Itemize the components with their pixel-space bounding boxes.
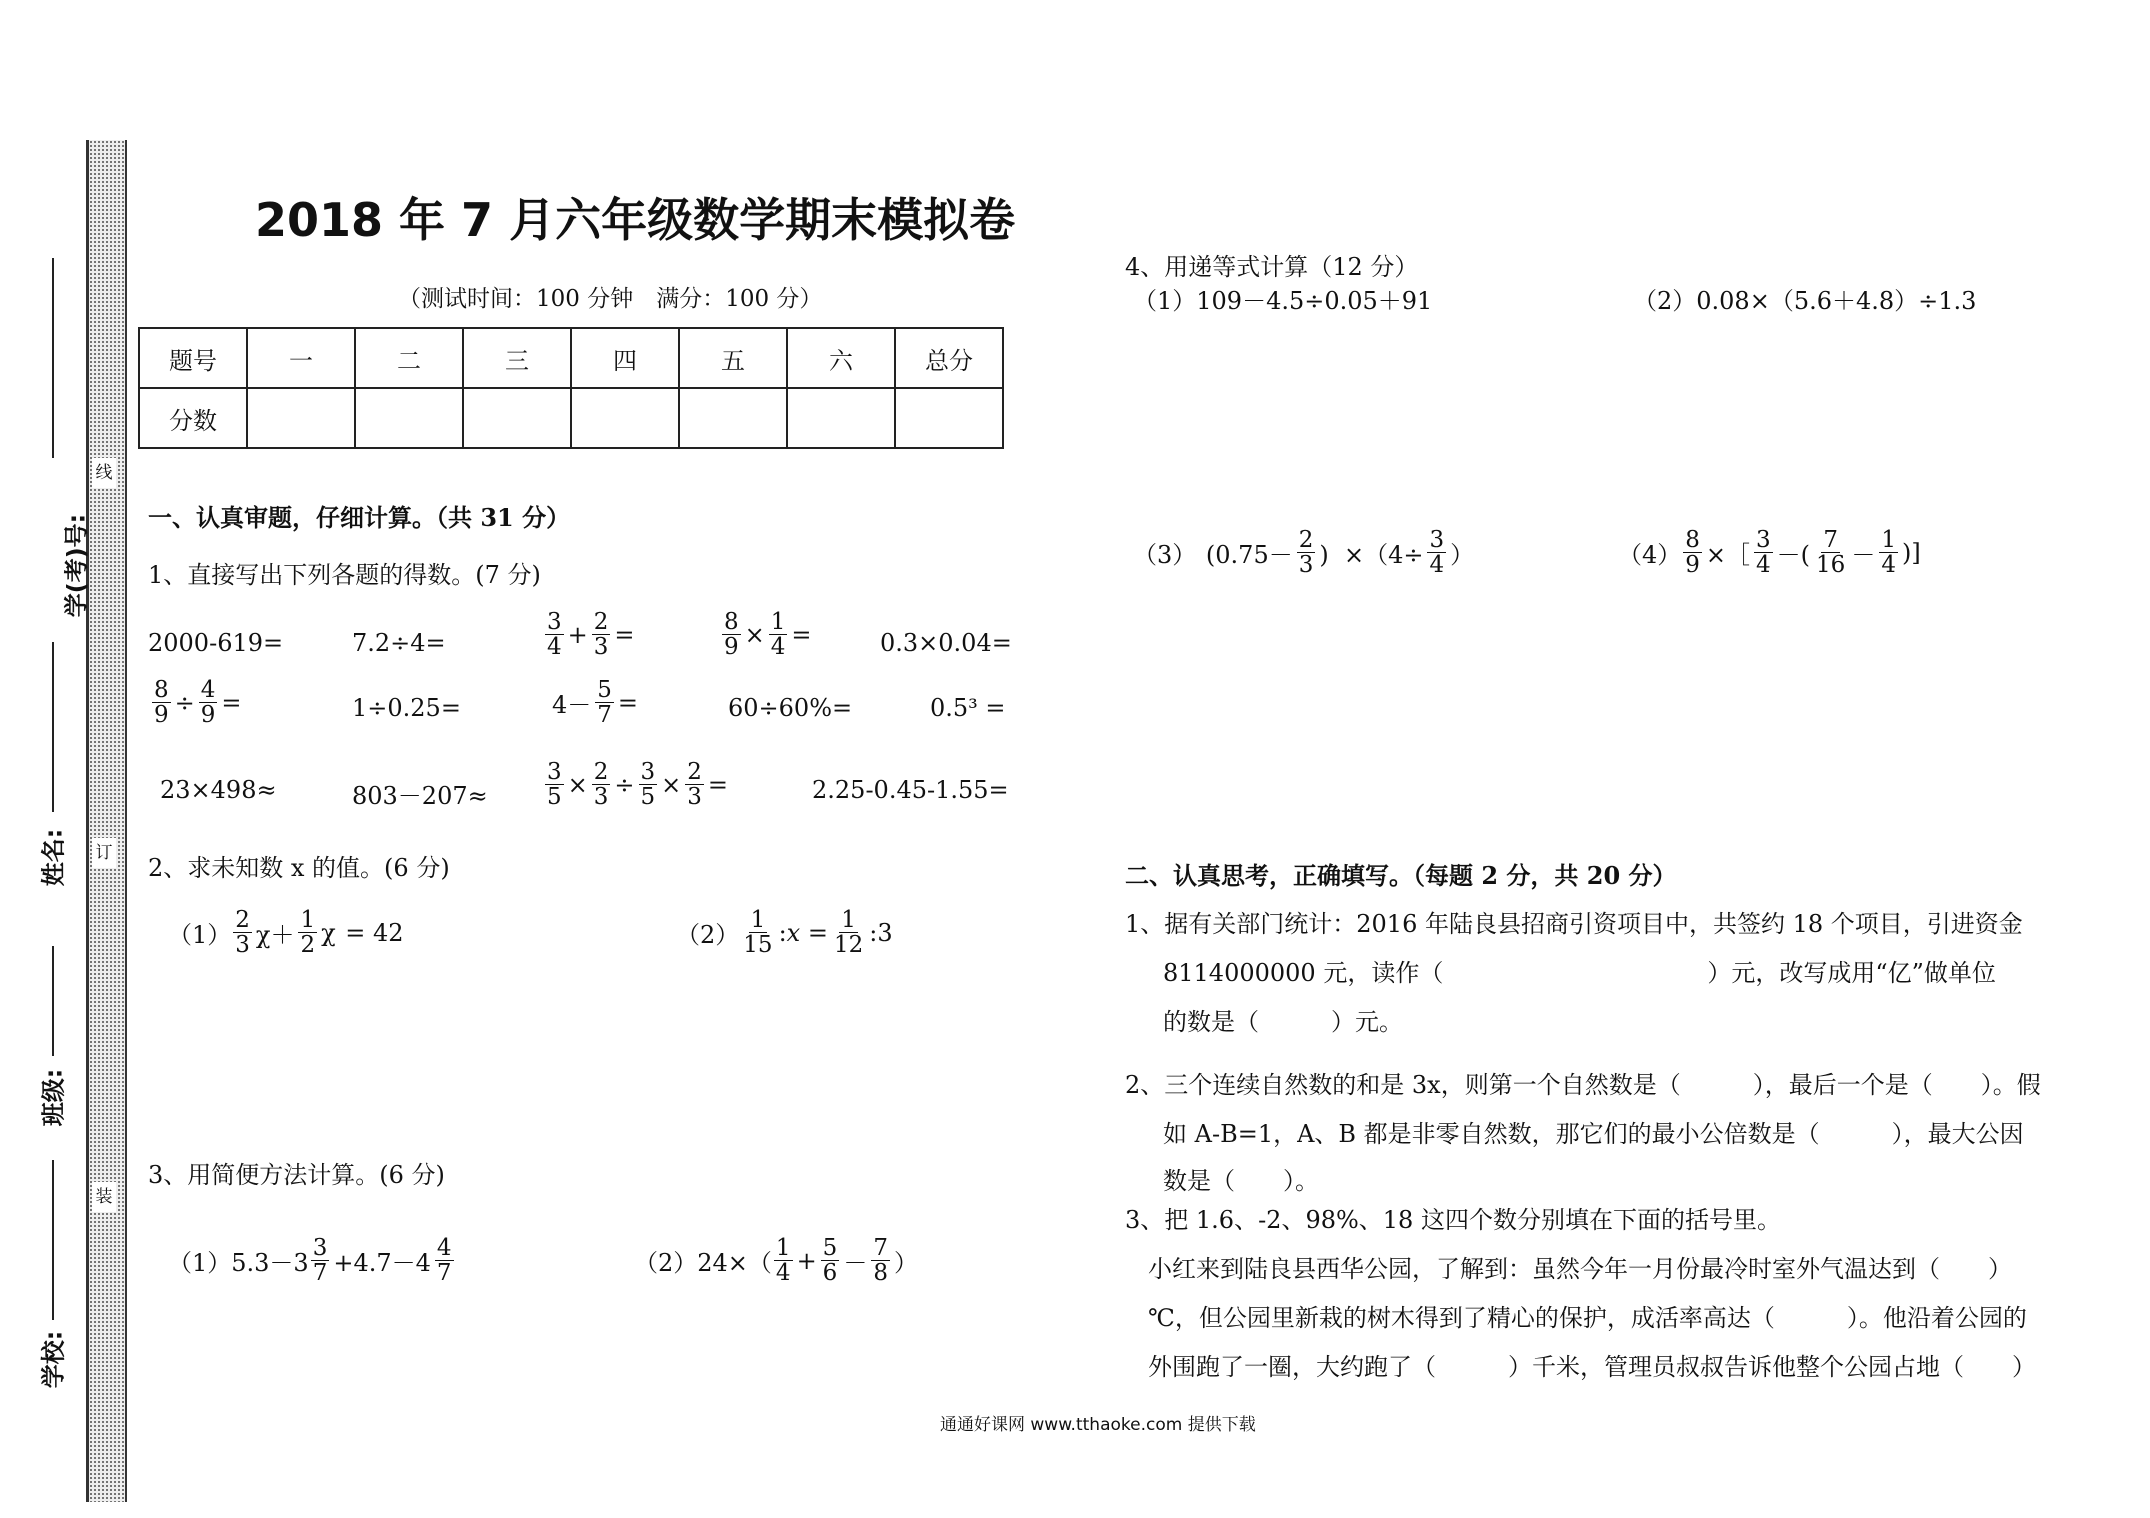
q3-part2-label: （2）24×（ <box>634 1249 772 1278</box>
fill-line-class <box>52 946 54 1056</box>
section2-line: ℃，但公园里新栽的树木得到了精心的保护，成活率高达（ ）。他沿着公园的 <box>1148 1304 2027 1332</box>
q2-part2: （2） $\frac{1}{15}$ :x = $\frac{1}{12}$ :3 <box>676 907 893 959</box>
section1-heading: 一、认真审题，仔细计算。（共 31 分） <box>148 503 571 532</box>
label-class: 班级: <box>39 1068 68 1127</box>
q1-item-fraction: $\frac{3}{4}$ + $\frac{2}{3}$ = <box>547 609 635 661</box>
score-header-cell: 二 <box>355 328 463 388</box>
section2-line: 数是（ ）。 <box>1163 1167 1319 1195</box>
fraction: $\frac{8}{9}$ <box>724 609 739 661</box>
fraction: $\frac{8}{9}$ <box>1685 527 1700 579</box>
bind-char-xian: 线 <box>92 458 116 488</box>
fraction: $\frac{3}{5}$ <box>547 759 562 811</box>
fill-line-school <box>52 1160 54 1320</box>
q1-item: 1÷0.25= <box>352 694 461 722</box>
score-cell[interactable] <box>247 388 355 448</box>
bind-char-zhuang: 装 <box>92 1182 116 1212</box>
page-footer: 通通好课网 www.tthaoke.com 提供下载 <box>940 1415 1256 1435</box>
q1-item: 23×498≈ <box>160 776 277 804</box>
q1-item: 7.2÷4= <box>352 629 446 657</box>
fraction: $\frac{1}{15}$ <box>743 907 773 959</box>
page-title: 2018 年 7 月六年级数学期末模拟卷 <box>255 193 1016 247</box>
fraction: $\frac{2}{3}$ <box>1298 527 1314 579</box>
fraction: $\frac{2}{3}$ <box>593 759 609 811</box>
q3-part2: （2）24×（ $\frac{1}{4}$ + $\frac{5}{6}$ － $\frac{7}{8}$ ） <box>634 1235 918 1287</box>
label-student-id: 学(考)号: <box>62 513 91 618</box>
section2-heading: 二、认真思考，正确填写。（每题 2 分，共 20 分） <box>1125 861 1677 890</box>
fraction: $\frac{3}{4}$ <box>547 609 562 661</box>
fraction: $\frac{3}{5}$ <box>640 759 656 811</box>
section2-line: 3、把 1.6、-2、98%、18 这四个数分别填在下面的括号里。 <box>1125 1206 1781 1234</box>
fraction: $\frac{1}{2}$ <box>300 907 316 959</box>
q1-item-fraction: 4－ $\frac{5}{7}$ = <box>552 677 639 729</box>
q4-part4: （4） $\frac{8}{9}$ ×［ $\frac{3}{4}$ －( $\frac{7}{16}$ － $\frac{1}{4}$ )] <box>1618 527 1921 579</box>
score-table-score-row <box>139 388 1003 448</box>
q4-part2: （2）0.08×（5.6＋4.8）÷1.3 <box>1633 287 1977 315</box>
fraction: $\frac{2}{3}$ <box>593 609 609 661</box>
q3-title: 3、用简便方法计算。(6 分) <box>148 1161 445 1189</box>
score-table-header-row <box>139 328 1003 388</box>
fraction: $\frac{2}{3}$ <box>235 907 250 959</box>
q4-title: 4、用递等式计算（12 分） <box>1125 253 1419 281</box>
fraction: $\frac{3}{4}$ <box>1756 527 1771 579</box>
section2-line: 的数是（ ）元。 <box>1163 1008 1403 1036</box>
fraction: $\frac{8}{9}$ <box>154 677 169 729</box>
label-school: 学校: <box>39 1330 68 1389</box>
q2-part1-label: （1） <box>168 921 232 950</box>
fraction: $\frac{1}{12}$ <box>833 907 864 959</box>
q2-title: 2、求未知数 x 的值。(6 分) <box>148 854 450 882</box>
score-cell[interactable] <box>895 388 1003 448</box>
score-cell[interactable] <box>679 388 787 448</box>
score-header-cell: 一 <box>247 328 355 388</box>
score-header-cell: 三 <box>463 328 571 388</box>
fraction: $\frac{1}{4}$ <box>775 1235 791 1287</box>
section2-line: 8114000000 元，读作（ ）元，改写成用“亿”做单位 <box>1163 959 1996 987</box>
q1-item: 2.25-0.45-1.55= <box>812 776 1009 804</box>
q3-part1-label: （1）5.3－3 <box>168 1249 309 1278</box>
q4-part1: （1）109－4.5÷0.05＋91 <box>1133 287 1433 315</box>
label-name: 姓名: <box>39 828 68 887</box>
fraction: $\frac{4}{9}$ <box>200 677 216 729</box>
fill-line-student-id <box>52 258 54 458</box>
fraction: $\frac{5}{7}$ <box>597 677 612 729</box>
q4-part3-label: （3） <box>1133 541 1197 570</box>
section2-line: 小红来到陆良县西华公园，了解到：虽然今年一月份最冷时室外气温达到（ ） <box>1148 1255 2012 1283</box>
q3-part1-mid: +4.7－4 <box>333 1249 431 1278</box>
score-table <box>138 327 1004 449</box>
fraction: $\frac{3}{7}$ <box>312 1235 328 1287</box>
fraction: $\frac{5}{6}$ <box>822 1235 838 1287</box>
fraction: $\frac{7}{8}$ <box>873 1235 888 1287</box>
binding-margin-strip <box>86 140 127 1502</box>
fraction: $\frac{4}{7}$ <box>436 1235 452 1287</box>
q1-item: 803－207≈ <box>352 782 488 810</box>
q4-part3: （3） (0.75－ $\frac{2}{3}$ ) ×（4÷ $\frac{3}{4}$ ） <box>1133 527 1475 579</box>
q1-item-fraction: $\frac{3}{5}$ × $\frac{2}{3}$ ÷ $\frac{3}{5}$ × $\frac{2}{3}$ = <box>547 759 728 811</box>
bind-char-ding: 订 <box>92 838 116 868</box>
score-header-cell: 五 <box>679 328 787 388</box>
q1-item: 0.5³ = <box>930 694 1006 722</box>
q1-item: 60÷60%= <box>728 694 853 722</box>
section2-line: 1、据有关部门统计：2016 年陆良县招商引资项目中，共签约 18 个项目，引进资金 <box>1125 910 2023 938</box>
q2-part1-tail: = 42 <box>345 918 404 947</box>
q1-item: 2000-619= <box>148 629 284 657</box>
q1-item-fraction: $\frac{8}{9}$ × $\frac{1}{4}$ = <box>724 609 812 661</box>
fraction: $\frac{7}{16}$ <box>1816 527 1846 579</box>
fraction: $\frac{3}{4}$ <box>1429 527 1445 579</box>
q3-part1 <box>168 1236 456 1285</box>
page-subtitle: （测试时间：100 分钟 满分：100 分） <box>398 286 823 312</box>
q4-part4-label: （4） <box>1618 541 1682 570</box>
fill-line-name <box>52 642 54 812</box>
q2-part2-label: （2） <box>676 921 740 950</box>
q1-title: 1、直接写出下列各题的得数。(7 分) <box>148 561 541 589</box>
q2-part1: （1） $\frac{2}{3}$ χ＋ $\frac{1}{2}$ χ = 42 <box>168 907 404 959</box>
score-header-cell: 题号 <box>139 328 247 388</box>
section2-line: 如 A-B=1，A、B 都是非零自然数，那它们的最小公倍数是（ ），最大公因 <box>1163 1120 2024 1148</box>
section2-line: 2、三个连续自然数的和是 3x，则第一个自然数是（ ），最后一个是（ ）。假 <box>1125 1071 2041 1099</box>
section2-line: 外围跑了一圈，大约跑了（ ）千米，管理员叔叔告诉他整个公园占地（ ） <box>1148 1353 2036 1381</box>
score-header-cell: 总分 <box>895 328 1003 388</box>
score-cell[interactable] <box>787 388 895 448</box>
fraction: $\frac{1}{4}$ <box>1881 527 1896 579</box>
score-cell[interactable] <box>463 388 571 448</box>
score-row-label: 分数 <box>139 388 247 448</box>
q1-item-fraction: $\frac{8}{9}$ ÷ $\frac{4}{9}$ = <box>154 677 242 729</box>
fraction: $\frac{1}{4}$ <box>770 609 786 661</box>
score-cell[interactable] <box>355 388 463 448</box>
fraction: $\frac{2}{3}$ <box>687 759 702 811</box>
score-cell[interactable] <box>571 388 679 448</box>
score-header-cell: 四 <box>571 328 679 388</box>
score-header-cell: 六 <box>787 328 895 388</box>
q1-item: 0.3×0.04= <box>880 629 1012 657</box>
